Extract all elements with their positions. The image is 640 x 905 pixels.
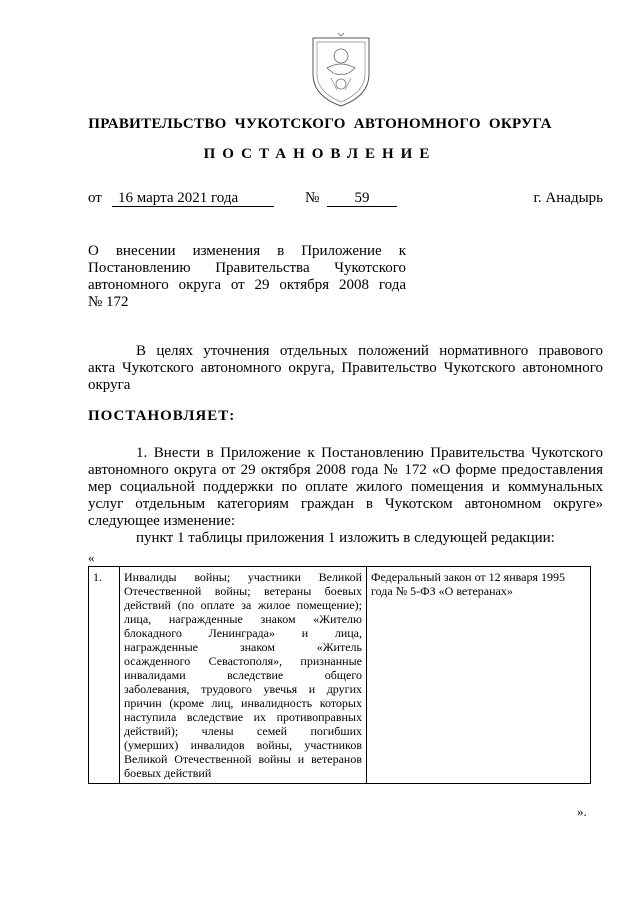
category-line: блокадного Ленинграда» и лица,: [124, 626, 362, 640]
law-line: года № 5-ФЗ «О ветеранах»: [371, 584, 513, 598]
law-line: Федеральный закон от 12 января 1995: [371, 570, 565, 584]
preamble-line: В целях уточнения отдельных положений нормативного правового: [136, 343, 603, 359]
category-line: Отечественной войны; ветераны боевых: [124, 584, 362, 598]
number-prefix: №: [305, 190, 320, 206]
item-line: 1. Внести в Приложение к Постановлению Правительства Чукотского: [136, 445, 603, 461]
preamble-line: округа: [88, 377, 131, 393]
subject-block: [88, 243, 406, 311]
item-line: услуг отдельным категориям граждан в Чукотском автономном округе»: [88, 496, 603, 512]
sub-item: пункт 1 таблицы приложения 1 изложить в следующей редакции:: [136, 530, 555, 546]
categories-cell: [120, 567, 367, 784]
resolves-heading: ПОСТАНОВЛЯЕТ:: [88, 408, 236, 424]
subject-line: автономного округа от 29 октября 2008 года: [88, 277, 406, 293]
amendment-table: [88, 566, 591, 784]
category-line: (умерших) инвалидов войны, участников: [124, 738, 362, 752]
date-prefix: от: [88, 190, 102, 206]
category-line: инвалидами вследствие общего: [124, 668, 362, 682]
category-line: боевых действий: [124, 766, 212, 780]
document-date-field: [112, 190, 274, 207]
subject-line: № 172: [88, 294, 129, 310]
city: г. Анадырь: [533, 190, 603, 206]
category-line: Великой Отечественной войны и ветеранов: [124, 752, 362, 766]
organization-name: ПРАВИТЕЛЬСТВО ЧУКОТСКОГО АВТОНОМНОГО ОКРУГА: [88, 116, 552, 132]
subject-line: О внесении изменения в Приложение к: [88, 243, 406, 259]
category-line: причин (кроме лиц, инвалидность которых: [124, 696, 362, 710]
category-line: наступила вследствие их противоправных: [124, 710, 362, 724]
subject-line: Постановлению Правительства Чукотского: [88, 260, 406, 276]
item-line: следующее изменение:: [88, 513, 236, 529]
item-line: автономного округа от 29 октября 2008 года № 172 «О форме предоставления: [88, 462, 603, 478]
preamble-line: акта Чукотского автономного округа, Правительство Чукотского автономного: [88, 360, 603, 376]
document-date: 16 марта 2021 года: [118, 190, 239, 206]
preamble: [88, 343, 603, 394]
document-type: ПОСТАНОВЛЕНИЕ: [203, 146, 437, 162]
open-quote: «: [88, 550, 95, 565]
category-line: осажденного Севастополя», признанные: [124, 654, 362, 668]
category-line: заболевания, трудового увечья и других: [124, 682, 362, 696]
close-quote: ».: [577, 804, 587, 819]
category-line: лица, награжденные знаком «Жителю: [124, 612, 362, 626]
table-row: [89, 567, 591, 784]
coat-of-arms-icon: [307, 32, 375, 108]
item-1: [88, 445, 603, 547]
category-line: Инвалиды войны; участники Великой: [124, 570, 362, 584]
category-line: действий (по оплате за жилое помещение);: [124, 598, 362, 612]
item-line: мер социальной поддержки по оплате жилого помещения и коммунальных: [88, 479, 603, 495]
law-cell: [367, 567, 591, 784]
category-line: действий); члены семей погибших: [124, 724, 362, 738]
category-line: награжденные знаком «Житель: [124, 640, 362, 654]
document-number: 59: [327, 190, 397, 207]
row-number: 1.: [89, 567, 120, 784]
